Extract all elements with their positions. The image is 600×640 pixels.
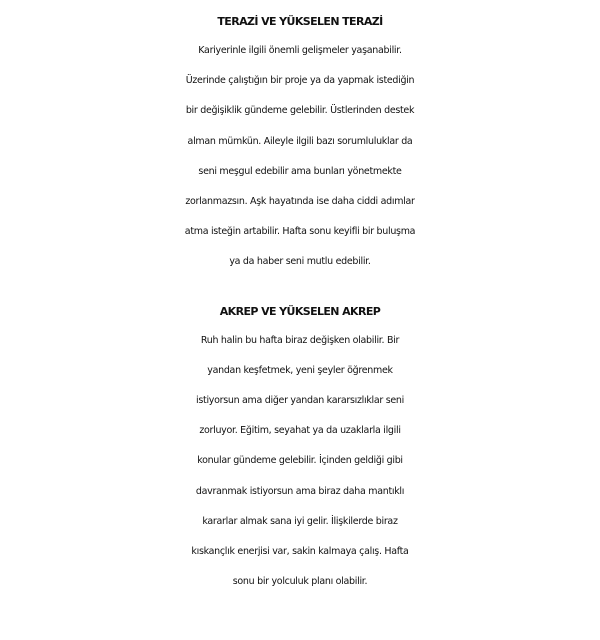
section-title-libra: TERAZİ VE YÜKSELEN TERAZİ [217, 15, 383, 28]
section-scorpio [0, 298, 600, 598]
section-libra [0, 8, 600, 278]
text-line: davranmak istiyorsun ama biraz daha mantıklı [195, 485, 405, 497]
text-line: kıskançlık enerjisi var, sakin kalmaya çalış. Hafta [191, 546, 409, 558]
text-line: konular gündeme gelebilir. İçinden geldiği gibi [197, 455, 403, 467]
text-line: bir değişiklik gündeme gelebilir. Üstlerinden destek [185, 105, 415, 117]
text-line: ya da haber seni mutlu edebilir. [229, 256, 371, 268]
section-body-libra [0, 36, 600, 278]
text-line: Üzerinde çalıştığın bir proje ya da yapmak istediğin [185, 75, 415, 87]
text-line: yandan keşfetmek, yeni şeyler öğrenmek [207, 364, 393, 376]
text-line: Kariyerinle ilgili önemli gelişmeler yaşanabilir. [198, 45, 402, 56]
text-line: zorluyor. Eğitim, seyahat ya da uzaklarla ilgili [199, 425, 401, 437]
text-line: atma isteğin artabilir. Hafta sonu keyifli bir buluşma [184, 226, 416, 238]
text-line: zorlanmazsın. Aşk hayatında ise daha ciddi adımlar [185, 196, 415, 208]
text-line: kararlar almak sana iyi gelir. İlişkilerde biraz [202, 515, 398, 527]
section-title-scorpio: AKREP VE YÜKSELEN AKREP [219, 304, 381, 318]
text-line: istiyorsun ama diğer yandan kararsızlıklar seni [196, 395, 404, 407]
text-line: Ruh halin bu hafta biraz değişken olabilir. Bir [200, 334, 400, 346]
section-body-scorpio [0, 326, 600, 598]
text-line: seni meşgul edebilir ama bunları yönetmekte [198, 165, 402, 177]
text-line: alman mümkün. Aileyle ilgili bazı sorumluluklar da [187, 135, 413, 147]
text-line: sonu bir yolculuk planı olabilir. [232, 576, 368, 588]
